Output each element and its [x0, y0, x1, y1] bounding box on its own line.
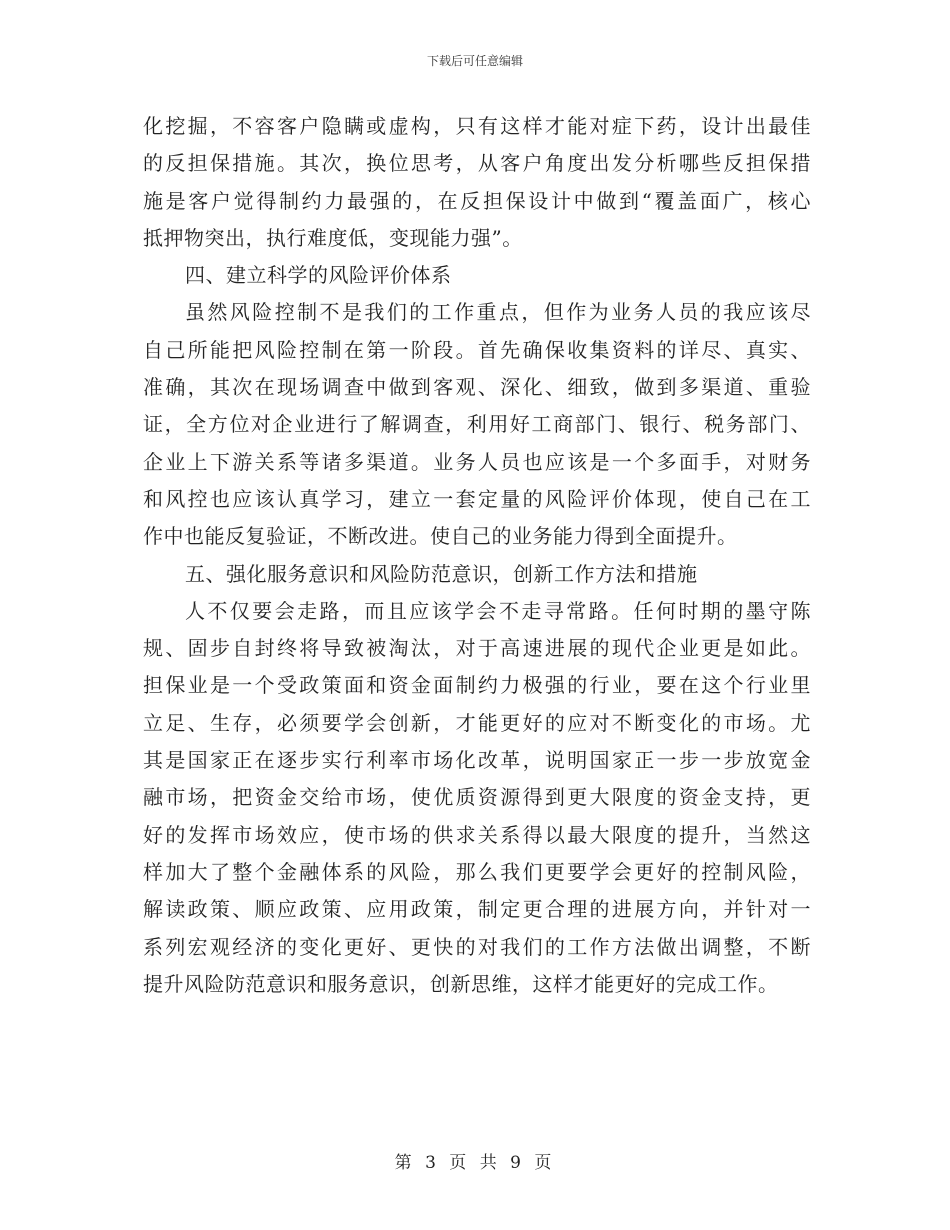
text-line: 人不仅要会走路，而且应该学会不走寻常路。任何时期的墨守陈	[185, 598, 811, 623]
text-line: 立足、生存，必须要学会创新，才能更好的应对不断变化的市场。尤	[143, 710, 811, 735]
text-line: 四、建立科学的风险评价体系	[185, 263, 452, 288]
text-line: 规、固步自封终将导致被淘汰，对于高速进展的现代企业更是如此。	[143, 636, 811, 661]
text-line: 作中也能反复验证，不断改进。使自己的业务能力得到全面提升。	[143, 524, 738, 549]
text-line: 虽然风险控制不是我们的工作重点，但作为业务人员的我应该尽	[185, 300, 811, 325]
text-line: 系列宏观经济的变化更好、更快的对我们的工作方法做出调整，不断	[143, 934, 811, 959]
text-line: 化挖掘，不容客户隐瞒或虚构，只有这样才能对症下药，设计出最佳	[143, 114, 811, 138]
text-line: 其是国家正在逐步实行利率市场化改革，说明国家正一步一步放宽金	[143, 748, 811, 773]
text-line: 融市场，把资金交给市场，使优质资源得到更大限度的资金支持，更	[143, 785, 811, 810]
text-line: 施是客户觉得制约力最强的，在反担保设计中做到“覆盖面广，核心	[143, 188, 811, 213]
text-line: 五、强化服务意识和风险防范意识，创新工作方法和措施	[185, 561, 698, 586]
text-line: 提升风险防范意识和服务意识，创新思维，这样才能更好的完成工作。	[143, 971, 779, 996]
text-line: 担保业是一个受政策面和资金面制约力极强的行业，要在这个行业里	[143, 673, 811, 698]
text-line: 自己所能把风险控制在第一阶段。首先确保收集资料的详尽、真实、	[143, 337, 811, 362]
paragraph	[143, 294, 811, 555]
section-heading-4	[143, 257, 811, 294]
text-line: 企业上下游关系等诸多渠道。业务人员也应该是一个多面手，对财务	[143, 449, 811, 474]
page-number: 第 3 页 共 9 页	[394, 1153, 556, 1173]
document-body	[143, 108, 811, 1003]
text-line: 和风控也应该认真学习，建立一套定量的风险评价体现，使自己在工	[143, 486, 811, 511]
text-line: 的反担保措施。其次，换位思考，从客户角度出发分析哪些反担保措	[143, 151, 811, 176]
text-line: 样加大了整个金融体系的风险，那么我们更要学会更好的控制风险，	[143, 859, 811, 884]
text-line: 好的发挥市场效应，使市场的供求关系得以最大限度的提升，当然这	[143, 822, 811, 847]
text-line: 准确，其次在现场调查中做到客观、深化、细致，做到多渠道、重验	[143, 375, 811, 400]
page-header: 下载后可任意编辑	[426, 54, 523, 68]
text-line: 抵押物突出，执行难度低，变现能力强”。	[143, 225, 523, 250]
paragraph	[143, 108, 811, 257]
text-line: 证，全方位对企业进行了解调查，利用好工商部门、银行、税务部门、	[143, 412, 811, 437]
text-line: 解读政策、顺应政策、应用政策，制定更合理的进展方向，并针对一	[143, 897, 811, 922]
paragraph	[143, 593, 811, 1003]
section-heading-5	[143, 556, 811, 593]
